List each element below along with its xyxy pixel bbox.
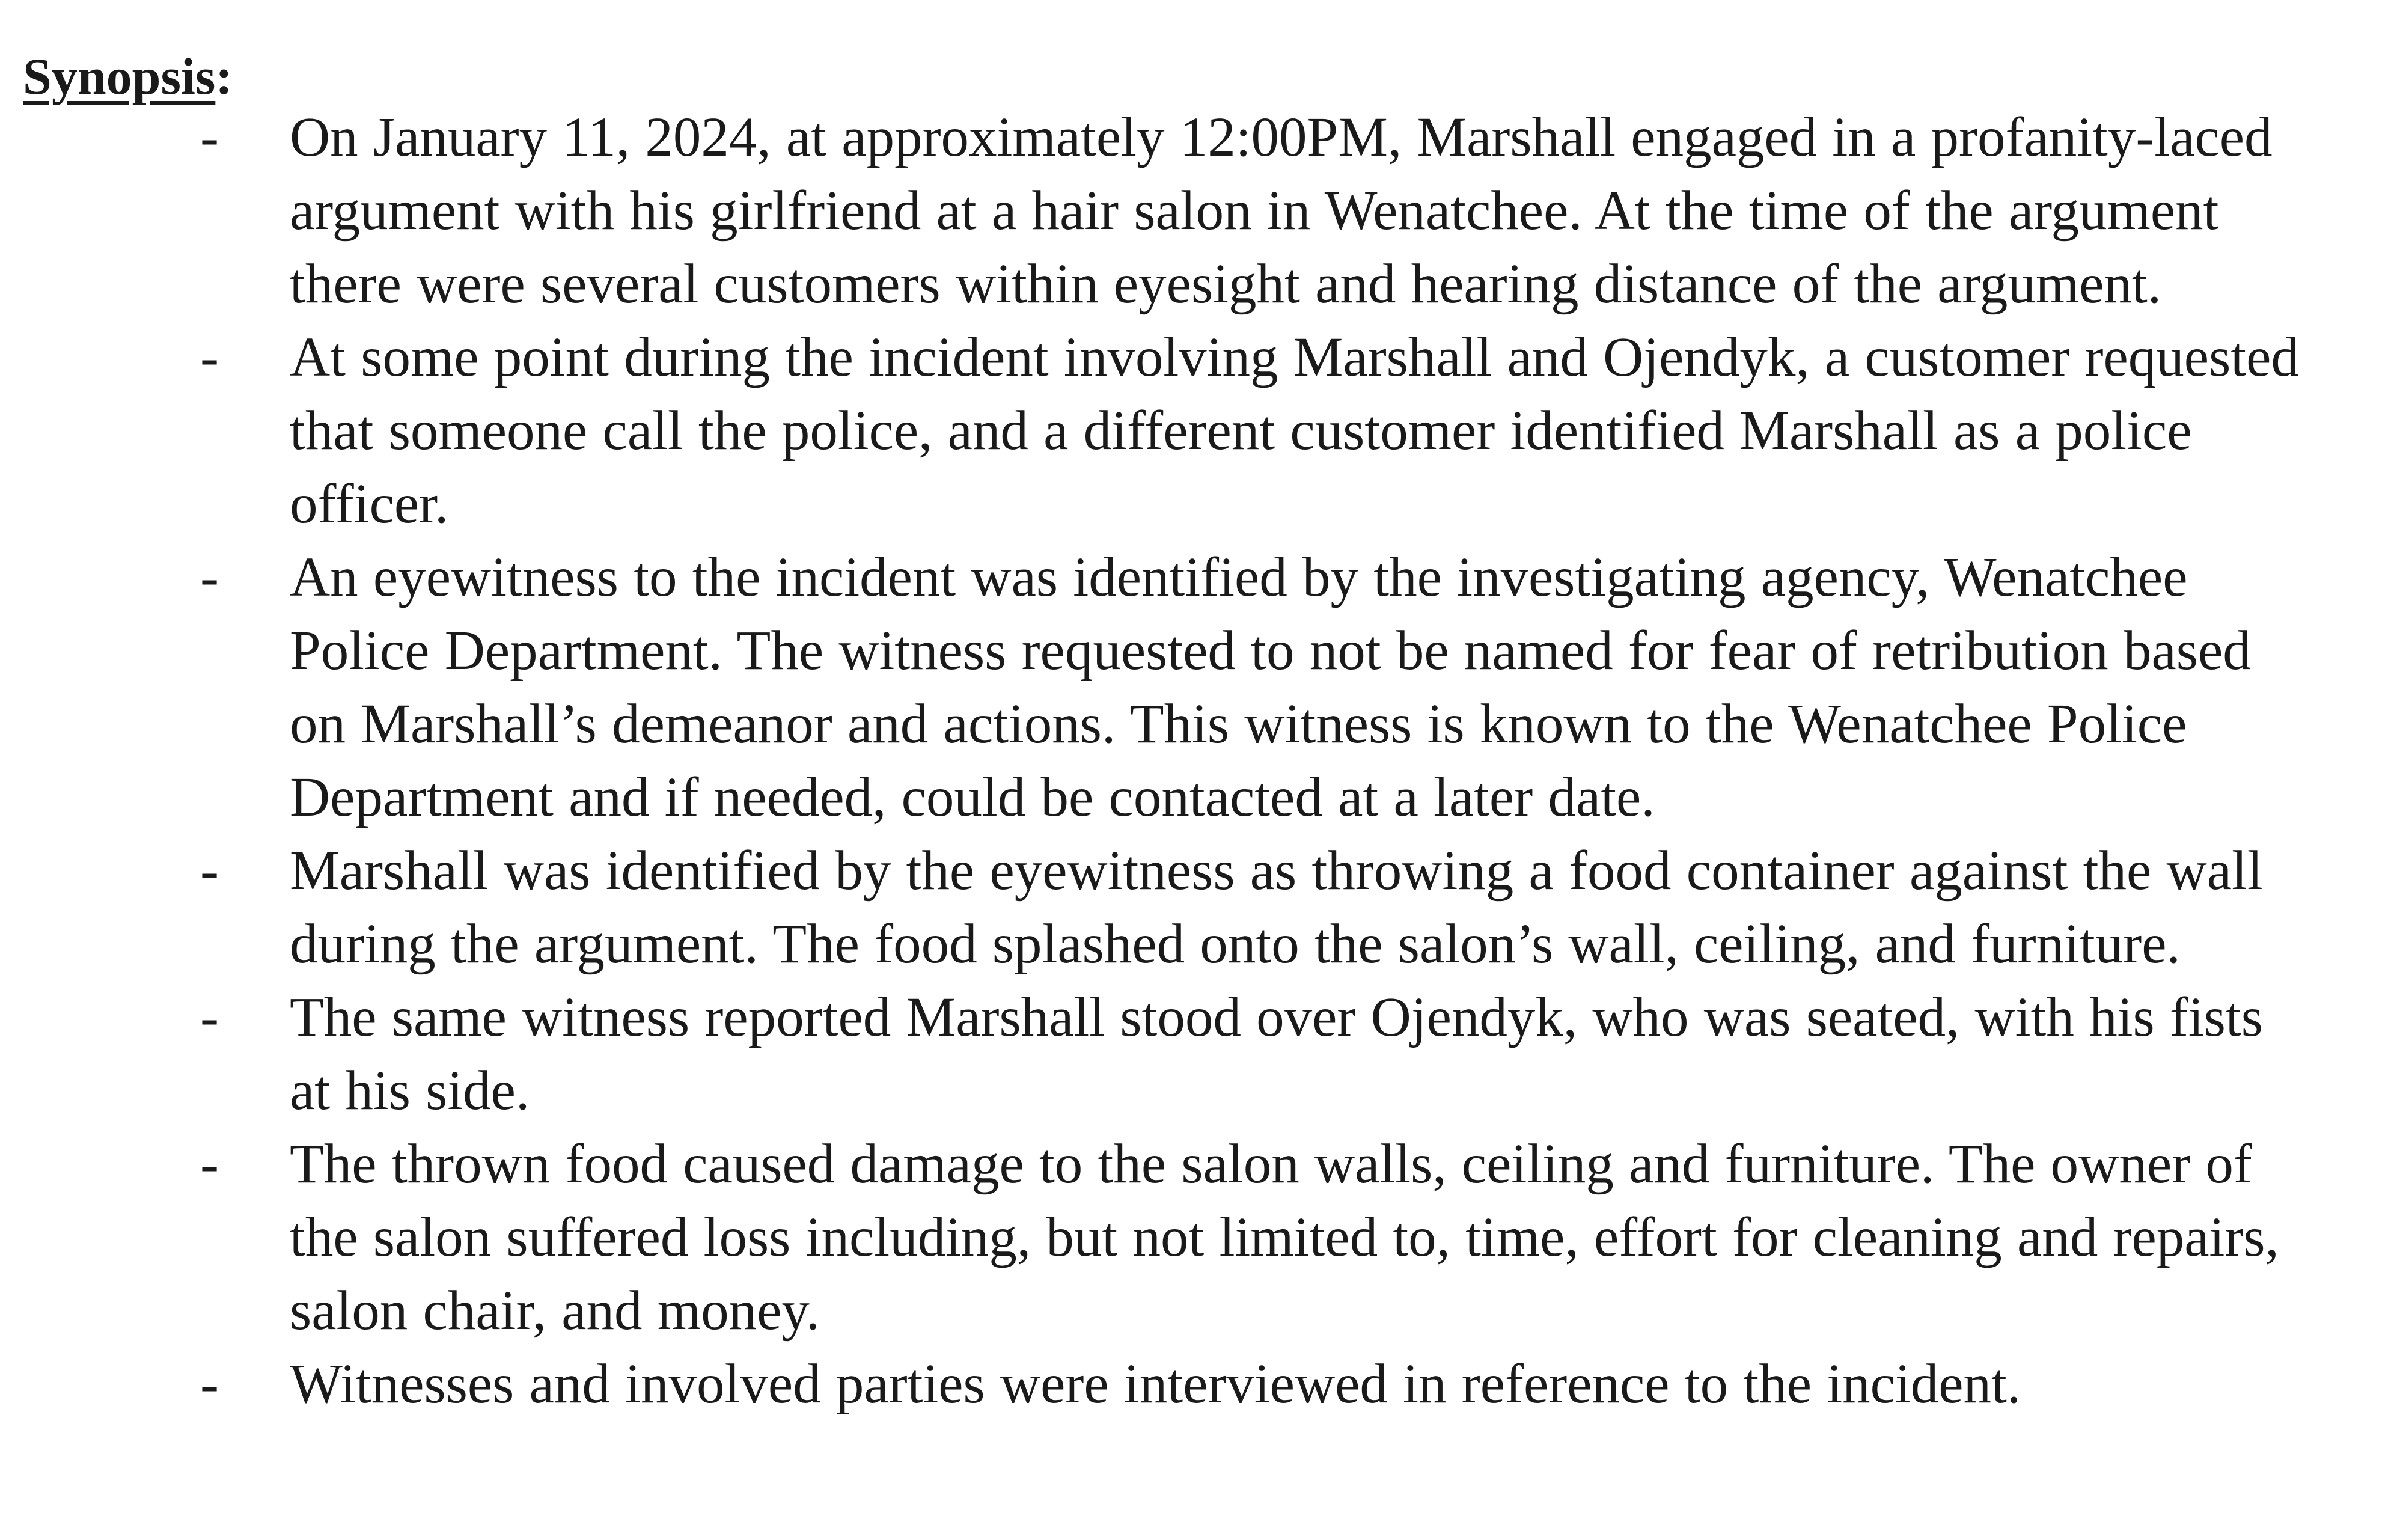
bullet-dash: - xyxy=(200,1133,219,1195)
list-item-text xyxy=(290,1128,2391,1348)
list-item-text xyxy=(290,1348,2391,1421)
text-line: At some point during the incident involving Marshall and Ojendyk, a customer requested xyxy=(290,326,2299,388)
text-line: The same witness reported Marshall stood over Ojendyk, who was seated, with his fists xyxy=(290,986,2263,1048)
text-line: Police Department. The witness requested to not be named for fear of retribution based xyxy=(290,620,2251,682)
text-line: officer. xyxy=(290,473,449,535)
list-item xyxy=(0,834,2403,981)
list-item-text xyxy=(290,541,2391,834)
bullet-dash: - xyxy=(200,326,219,388)
text-line: On January 11, 2024, at approximately 12:00PM, Marshall engaged in a profanity-laced xyxy=(290,106,2273,168)
bullet-dash: - xyxy=(200,986,219,1048)
text-line: salon chair, and money. xyxy=(290,1280,820,1342)
list-item xyxy=(0,1128,2403,1348)
bullet-dash: - xyxy=(200,546,219,608)
list-item-text xyxy=(290,834,2391,981)
list-item xyxy=(0,981,2403,1128)
synopsis-heading-colon: : xyxy=(215,47,233,105)
synopsis-heading-label: Synopsis xyxy=(23,47,216,105)
text-line: that someone call the police, and a different customer identified Marshall as a police xyxy=(290,400,2192,462)
list-item xyxy=(0,321,2403,541)
text-line: Witnesses and involved parties were interviewed in reference to the incident. xyxy=(290,1353,2021,1415)
list-item xyxy=(0,1348,2403,1421)
bullet-dash: - xyxy=(200,840,219,902)
list-item-text xyxy=(290,321,2391,541)
bullet-dash: - xyxy=(200,106,219,168)
text-line: Department and if needed, could be contacted at a later date. xyxy=(290,766,1655,828)
text-line: there were several customers within eyesight and hearing distance of the argument. xyxy=(290,253,2162,315)
text-line: at his side. xyxy=(290,1060,530,1122)
list-item xyxy=(0,101,2403,321)
bullet-dash: - xyxy=(200,1353,219,1415)
text-line: the salon suffered loss including, but not limited to, time, effort for cleaning and repairs, xyxy=(290,1206,2279,1268)
synopsis-heading xyxy=(23,43,233,109)
list-item xyxy=(0,541,2403,834)
text-line: on Marshall’s demeanor and actions. This witness is known to the Wenatchee Police xyxy=(290,693,2187,755)
list-item-text xyxy=(290,981,2391,1128)
text-line: The thrown food caused damage to the salon walls, ceiling and furniture. The owner of xyxy=(290,1133,2252,1195)
list-item-text xyxy=(290,101,2391,321)
text-line: Marshall was identified by the eyewitness as throwing a food container against the wall xyxy=(290,840,2263,902)
synopsis-list xyxy=(0,101,2403,1421)
text-line: argument with his girlfriend at a hair salon in Wenatchee. At the time of the argument xyxy=(290,180,2219,242)
text-line: An eyewitness to the incident was identified by the investigating agency, Wenatchee xyxy=(290,546,2188,608)
text-line: during the argument. The food splashed onto the salon’s wall, ceiling, and furniture. xyxy=(290,913,2181,975)
